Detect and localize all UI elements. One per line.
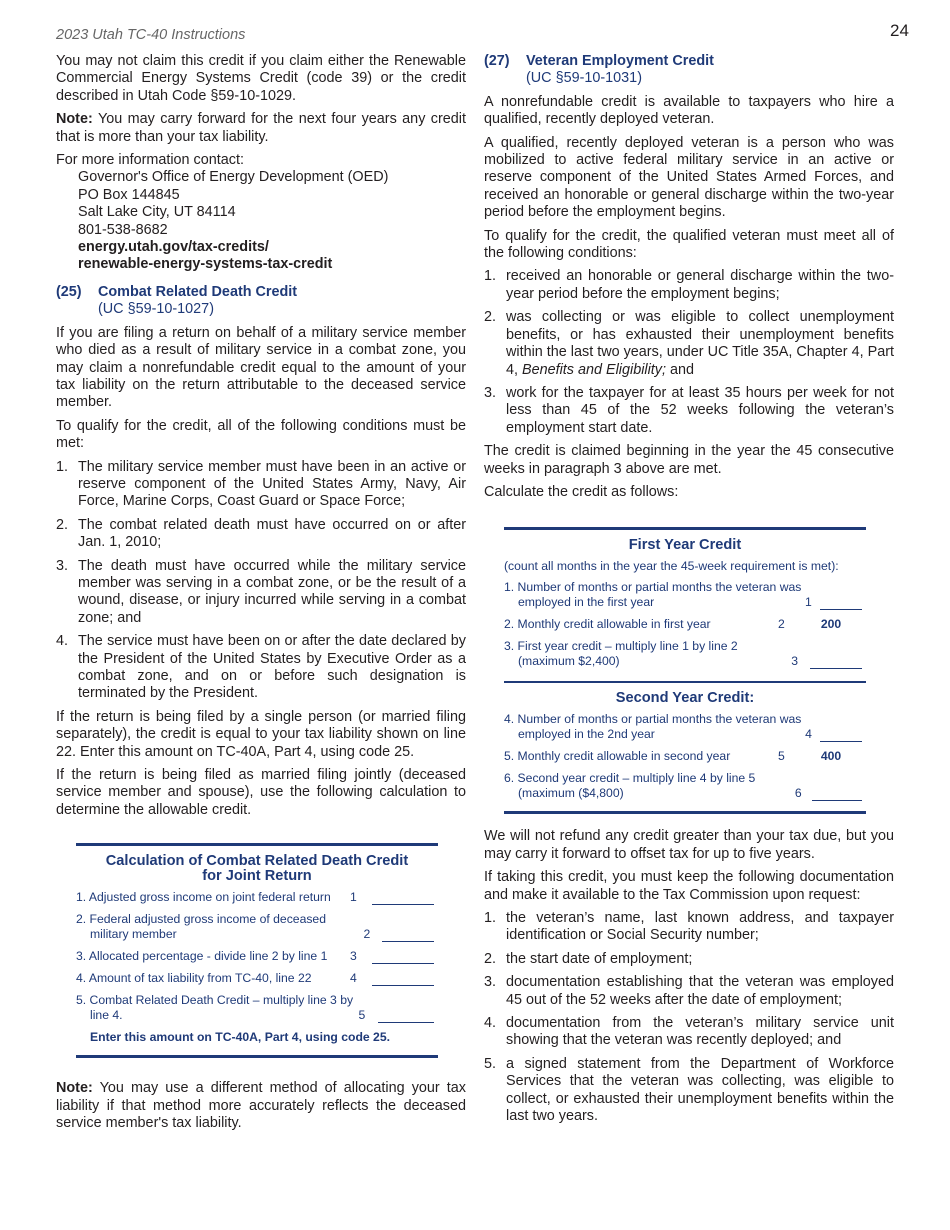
calc-row: 1. Adjusted gross income on joint federal return 1 <box>76 890 438 905</box>
section-25-paragraph-2: To qualify for the credit, all of the following conditions must be met: <box>56 417 466 452</box>
joint-return-calculation-box <box>76 843 438 1058</box>
section-25-heading <box>56 284 466 319</box>
calc-row: 5. Monthly credit allowable in second year 5 400 <box>504 749 866 764</box>
credit-value: 200 <box>820 617 842 632</box>
list-item: 5. a signed statement from the Department of Workforce Services that the veteran was collecting, was eligible to collect, or exhausted their unemployment benefits within the last two years. <box>484 1055 894 1125</box>
entry-line[interactable] <box>372 973 434 986</box>
list-item: 3. The death must have occurred while the military service member was serving in a combat zone, or be the result of a wound, disease, or injury incurred while serving in a combat zone; and <box>56 557 466 626</box>
section-27-heading <box>484 53 894 88</box>
box-instruction: Enter this amount on TC-40A, Part 4, using code 25. <box>90 1030 390 1045</box>
contact-line: Governor's Office of Energy Development (OED) <box>78 169 389 186</box>
entry-line[interactable] <box>820 729 862 742</box>
allocation-note: Note: You may use a different method of allocating your tax liability if that method more accurately reflects the deceased service member's tax liability. <box>56 1080 466 1132</box>
first-year-title: First Year Credit <box>628 537 742 554</box>
intro-paragraph: You may not claim this credit if you claim either the Renewable Commercial Energy Systems Credit (code 39) or the credit described in Utah Code §59-10-1029. <box>56 53 466 104</box>
calc-row: 2. Monthly credit allowable in first year 2 200 <box>504 617 866 632</box>
entry-line[interactable] <box>382 929 434 942</box>
note-label: Note: <box>56 111 93 128</box>
section-27-paragraph-6: We will not refund any credit greater than your tax due, but you may carry it forward to offset tax for up to five years. <box>484 828 894 862</box>
calc-row: 1. Number of months or partial months the veteran was employed in the first year 1 <box>504 580 866 610</box>
first-year-subtitle: (count all months in the year the 45-week requirement is met): <box>504 559 839 574</box>
note-text: You may carry forward for the next four years any credit that is more than your tax liability. <box>56 111 466 145</box>
section-number: (25) <box>56 283 82 300</box>
section-27-paragraph-7: If taking this credit, you must keep the following documentation and make it available to the Tax Commission upon request: <box>484 869 894 903</box>
entry-line[interactable] <box>820 597 862 610</box>
list-item: 3. work for the taxpayer for at least 35 hours per week for not less than 45 of the 52 weeks following the veteran’s employment start date. <box>484 384 894 436</box>
conditions-list <box>56 459 466 703</box>
list-item: 2. was collecting or was eligible to collect unemployment benefits, or has exhausted their unemployment benefits within the last two years, under UC Title 35A, Chapter 4, Part 4, Benefits and Eligibility; and <box>484 309 894 378</box>
calc-row: 4. Amount of tax liability from TC-40, line 22 4 <box>76 971 438 986</box>
list-item: 1. received an honorable or general discharge within the two-year period before the employment begins; <box>484 268 894 302</box>
calc-row: 5. Combat Related Death Credit – multiply line 3 by line 4. 5 <box>76 993 438 1023</box>
calc-row: 3. First year credit – multiply line 1 by line 2 (maximum $2,400) 3 <box>504 639 866 669</box>
section-title: Combat Related Death Credit <box>98 283 298 300</box>
entry-line[interactable] <box>372 951 434 964</box>
list-item: 4. The service must have been on or after the date declared by the President of the United States by Executive Order as a combat zone, and on or before such designation is terminated by the President. <box>56 633 466 702</box>
contact-line: Salt Lake City, UT 84114 <box>78 204 236 221</box>
section-27-paragraph-4: The credit is claimed beginning in the year the 45 consecutive weeks in paragraph 3 above are met. <box>484 443 894 477</box>
list-item: 2. the start date of employment; <box>484 950 693 967</box>
entry-line[interactable] <box>372 892 434 905</box>
calc-row: 2. Federal adjusted gross income of deceased military member 2 <box>76 912 438 942</box>
section-citation: (UC §59-10-1027) <box>98 301 214 318</box>
contact-url-line-2[interactable]: renewable-energy-systems-tax-credit <box>78 256 333 273</box>
list-item: 2. The combat related death must have occurred on or after Jan. 1, 2010; <box>56 516 466 551</box>
section-number: (27) <box>484 53 510 69</box>
document-header-title: 2023 Utah TC-40 Instructions <box>56 27 246 43</box>
entry-line[interactable] <box>378 1010 434 1023</box>
documentation-list <box>484 910 894 1125</box>
section-25-paragraph-3: If the return is being filed by a single person (or married filing separately), the credit is equal to your tax liability shown on line 22. Enter this amount on TC-40A, Part 4, using code 25. <box>56 708 466 760</box>
calc-row: 3. Allocated percentage - divide line 2 by line 1 3 <box>76 949 438 964</box>
list-item: 4. documentation from the veteran’s military service unit showing that the veteran was recently deployed; and <box>484 1015 894 1049</box>
section-27-paragraph-2: A qualified, recently deployed veteran is a person who was mobilized to active federal military service in an active or reserve component of the United States Armed Forces, and received an honorable or general discharge within the two-year period before the employment begins. <box>484 134 894 221</box>
list-item: 1. the veteran’s name, last known address, and taxpayer identification or Social Security number; <box>484 909 894 944</box>
section-citation: (UC §59-10-1031) <box>526 70 642 87</box>
contact-url-line-1[interactable]: energy.utah.gov/tax-credits/ <box>78 239 269 256</box>
section-25-paragraph-1: If you are filing a return on behalf of a military service member who died as a result of military service in a combat zone, you may claim a nonrefundable credit equal to the amount of your tax liability on the return attributable to the deceased service member. <box>56 324 466 411</box>
entry-line[interactable] <box>810 656 862 669</box>
right-column <box>484 53 894 1131</box>
calc-row: 4. Number of months or partial months the veteran was employed in the 2nd year 4 <box>504 712 866 742</box>
credit-value: 400 <box>820 749 842 764</box>
veteran-conditions-list <box>484 268 894 437</box>
second-year-title: Second Year Credit: <box>615 690 755 707</box>
section-27-paragraph-1: A nonrefundable credit is available to taxpayers who hire a qualified, recently deployed veteran. <box>484 93 894 128</box>
carry-forward-note <box>56 111 466 146</box>
section-27-paragraph-5: Calculate the credit as follows: <box>484 483 679 500</box>
box-divider <box>504 681 866 683</box>
entry-line[interactable] <box>812 788 862 801</box>
section-25-paragraph-4: If the return is being filed as married filing jointly (deceased service member and spouse), use the following calculation to determine the allowable credit. <box>56 767 466 818</box>
page-number: 24 <box>890 21 909 40</box>
contact-line: PO Box 144845 <box>78 186 180 203</box>
left-column <box>56 53 466 1138</box>
contact-block <box>78 169 466 273</box>
box-title: Calculation of Combat Related Death Credit for Joint Return <box>105 853 409 885</box>
section-title: Veteran Employment Credit <box>526 53 714 69</box>
list-item: 1. The military service member must have been in an active or reserve component of the United States Army, Navy, Air Force, Marine Corps, Coast Guard or Space Force; <box>56 458 466 510</box>
calc-row: 6. Second year credit – multiply line 4 by line 5 (maximum ($4,800) 6 <box>504 771 866 801</box>
veteran-credit-calculation-box <box>504 527 866 814</box>
contact-line: 801-538-8682 <box>78 221 168 238</box>
contact-label: For more information contact: <box>56 152 244 169</box>
section-27-paragraph-3: To qualify for the credit, the qualified veteran must meet all of the following conditions: <box>484 227 894 262</box>
list-item: 3. documentation establishing that the veteran was employed 45 out of the 52 weeks after the date of employment; <box>484 974 894 1008</box>
